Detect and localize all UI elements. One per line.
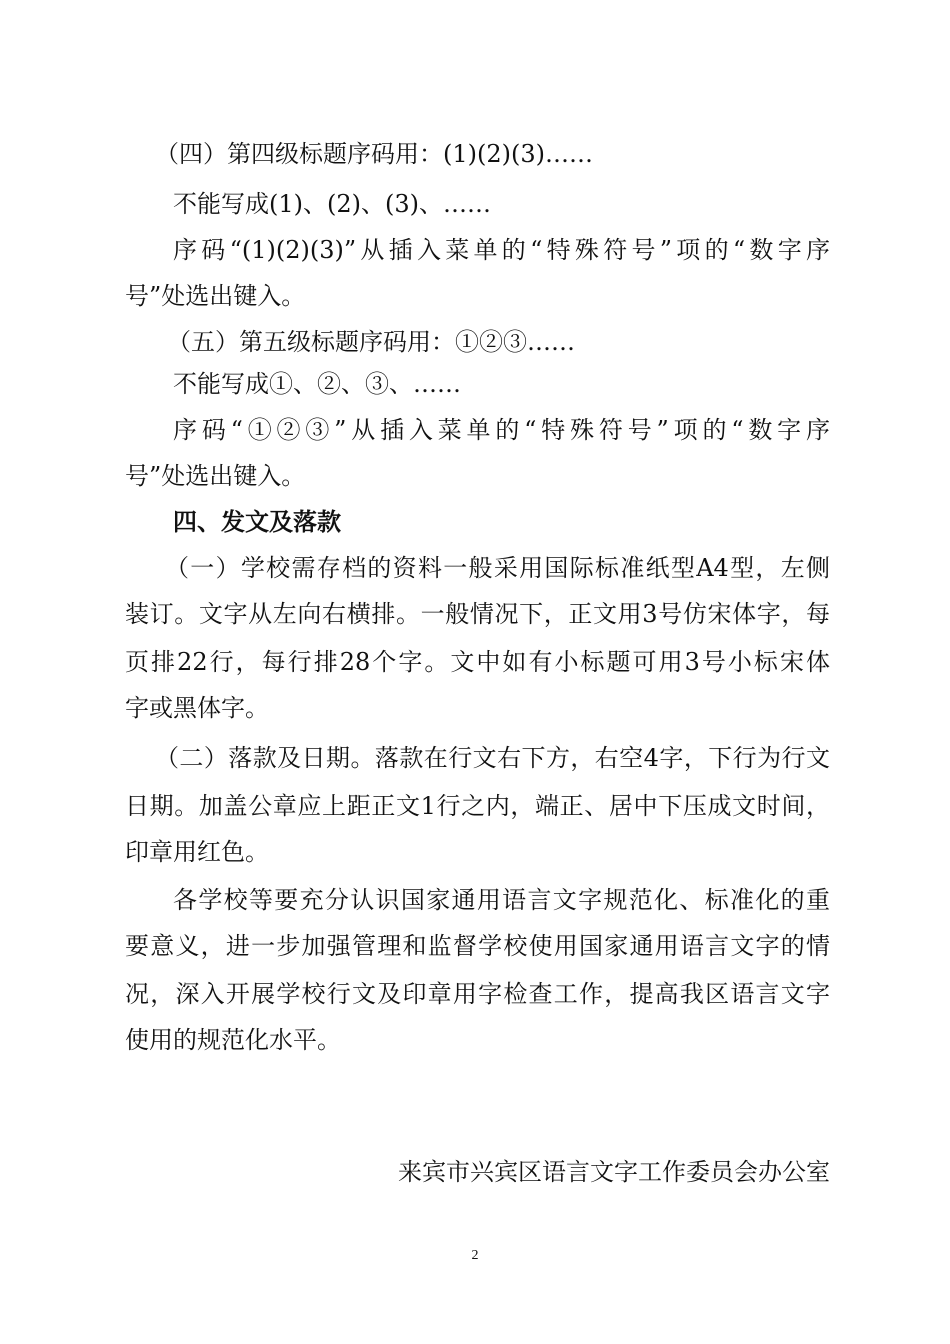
- text-line: 序码“(1)(2)(3)”从插入菜单的“特殊符号”项的“数字序: [173, 236, 830, 264]
- text-line: 日期。加盖公章应上距正文1行之内，端正、居中下压成文时间，: [125, 792, 830, 820]
- page-number: 2: [471, 1248, 479, 1263]
- text-line: （一）学校需存档的资料一般采用国际标准纸型A4型，左侧: [165, 554, 830, 582]
- text-line: 装订。文字从左向右横排。一般情况下，正文用3号仿宋体字，每: [125, 600, 830, 628]
- text-line: 号”处选出键入。: [125, 282, 306, 310]
- text-line: 况，深入开展学校行文及印章用字检查工作，提高我区语言文字: [125, 980, 830, 1008]
- text-line: 号”处选出键入。: [125, 462, 306, 490]
- text-line: （五）第五级标题序码用：①②③……: [167, 328, 575, 356]
- text-line: 印章用红色。: [125, 838, 269, 866]
- text-line: 序码“①②③”从插入菜单的“特殊符号”项的“数字序: [173, 416, 830, 444]
- text-line: 使用的规范化水平。: [125, 1026, 341, 1054]
- text-line: 不能写成①、②、③、……: [173, 370, 461, 398]
- text-line: （四）第四级标题序码用：(1)(2)(3)……: [155, 140, 593, 168]
- text-line: 字或黑体字。: [125, 694, 269, 722]
- signature-line: 来宾市兴宾区语言文字工作委员会办公室: [398, 1158, 830, 1186]
- text-line: 不能写成(1)、(2)、(3)、……: [173, 190, 491, 218]
- section-heading: 四、发文及落款: [173, 508, 341, 536]
- text-line: 要意义，进一步加强管理和监督学校使用国家通用语言文字的情: [125, 932, 830, 960]
- text-line: 各学校等要充分认识国家通用语言文字规范化、标准化的重: [173, 886, 830, 914]
- text-line: 页排22行，每行排28个字。文中如有小标题可用3号小标宋体: [125, 648, 830, 676]
- text-line: （二）落款及日期。落款在行文右下方，右空4字，下行为行文: [155, 744, 830, 772]
